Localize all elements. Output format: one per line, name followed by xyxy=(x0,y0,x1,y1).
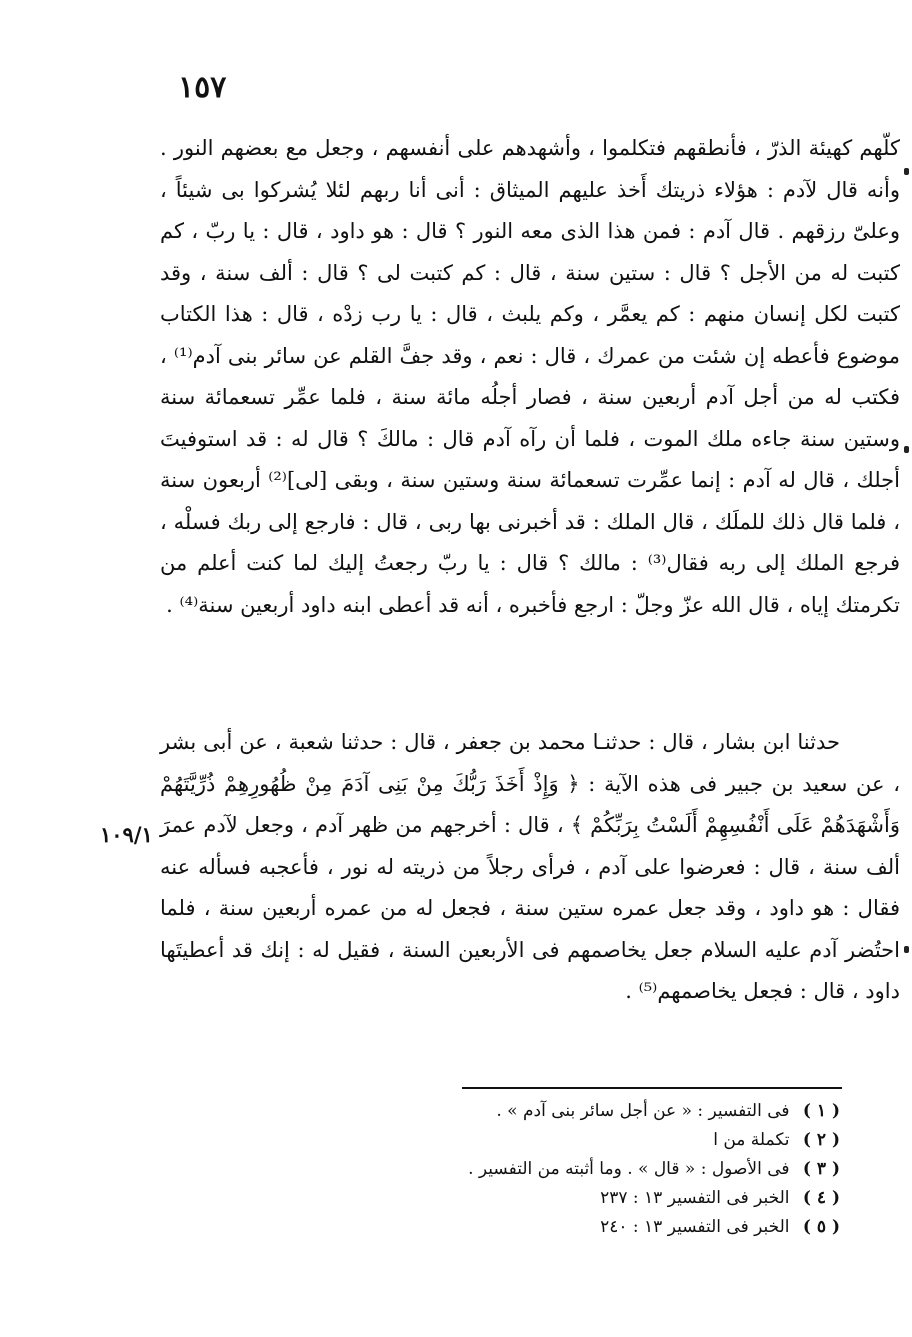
paragraph-text: كلّهم كهيئة الذرّ ، فأنطقهم فتكلموا ، وأشهدهم على أنفسهم ، وجعل مع بعضهم النور . وأنه قال لآدم : هؤلاء ذريتك أَخذ عليهم الميثاق : أنى أنا ربهم لئلا يُشركوا بى شيئاً ، وعلىّ رزقهم . قال آدم : فمن هذا الذى معه النور ؟ قال : هو داود ، قال : يا ربّ ، كم كتبت له من الأجل ؟ قال : ستين سنة ، قال : كم كتبت لى ؟ قال : ألف سنة ، وقد كتبت لكل إنسان منهم : كم يعمَّر ، وكم يلبث ، قال : يا رب زدْه ، قال : هذا الكتاب موضوع فأعطه إن شئت من عمرك ، قال : نعم ، وقد جفَّ القلم عن سائر بنى آدم⁽¹⁾ ، فكتب له من أجل آدم أربعين سنة ، فصار أجلُه مائة سنة ، فلما عمِّر تسعمائة سنة وستين سنة جاءه ملك الموت ، فلما أن رآه آدم قال : مالكَ ؟ قال له : قد استوفيتَ أجلك ، قال له آدم : إنما عمِّرت تسعمائة سنة وستين سنة ، وبقى [لى]⁽²⁾ أربعون سنة ، فلما قال ذلك للملَك ، قال الملك : قد أخبرنى بها ربى ، قال : فارجع إلى ربك فسلْه ، فرجع الملك إلى ربه فقال⁽³⁾ : مالك ؟ قال : يا ربّ رجعتُ إليك لما كنت أعلم من تكرمتك إياه ، قال الله عزّ وجلّ : ارجع فأخبره ، أنه قد أعطى ابنه داود أربعين سنة⁽⁴⁾ . xyxy=(160,136,901,617)
page-number: ١٥٧ xyxy=(178,70,227,105)
footnote-number: ( ٤ ) xyxy=(802,1188,840,1208)
scan-artifact-mark xyxy=(904,446,909,453)
margin-reference: ١٠٩/١ xyxy=(100,822,153,847)
footnote-item xyxy=(380,1155,840,1184)
body-paragraph-1 xyxy=(160,128,900,626)
footnote-item xyxy=(380,1126,840,1155)
footnote-text: تكملة من ا xyxy=(713,1130,790,1150)
footnote-number: ( ٢ ) xyxy=(802,1130,840,1150)
footnote-divider xyxy=(462,1087,842,1089)
footnote-text: فى التفسير : « عن أجل سائر بنى آدم » . xyxy=(496,1101,790,1121)
footnote-number: ( ١ ) xyxy=(802,1101,840,1121)
body-paragraph-2 xyxy=(160,722,900,1013)
scan-artifact-mark xyxy=(904,168,909,175)
footnote-item xyxy=(380,1184,840,1213)
paragraph-text: حدثنا ابن بشار ، قال : حدثنـا محمد بن جعفر ، قال : حدثنا شعبة ، عن أبى بشر ، عن سعيد بن جبير فى هذه الآية : ﴿ وَإِذْ أَخَذَ رَبُّكَ مِنْ بَنِى آدَمَ مِنْ ظُهُورِهِمْ ذُرِّيَّتَهُمْ وَأَشْهَدَهُمْ عَلَى أَنْفُسِهِمْ أَلَسْتُ بِرَبِّكُمْ ﴾ ، قال : أخرجهم من ظهر آدم ، وجعل لآدم عمرَ ألف سنة ، قال : فعرضوا على آدم ، فرأى رجلاً من ذريته له نور ، فأعجبه فسأله عنه فقال : هو داود ، وقد جعل عمره ستين سنة ، فجعل له من عمره أربعين سنة ، فلما احتُضر آدم عليه السلام جعل يخاصمهم فى الأربعين السنة ، فقيل له : إنك قد أعطيتَها داود ، قال : فجعل يخاصمهم⁽⁵⁾ . xyxy=(160,730,900,1003)
footnote-number: ( ٥ ) xyxy=(802,1217,840,1237)
scan-artifact-mark xyxy=(904,946,909,953)
footnote-text: الخبر فى التفسير ١٣ : ٢٣٧ xyxy=(600,1188,790,1208)
footnote-text: فى الأصول : « قال » . وما أثبته من التفسير . xyxy=(468,1159,790,1179)
footnote-number: ( ٣ ) xyxy=(802,1159,840,1179)
footnote-list xyxy=(380,1097,840,1242)
footnote-item xyxy=(380,1213,840,1242)
footnote-item xyxy=(380,1097,840,1126)
footnote-text: الخبر فى التفسير ١٣ : ٢٤٠ xyxy=(600,1217,790,1237)
